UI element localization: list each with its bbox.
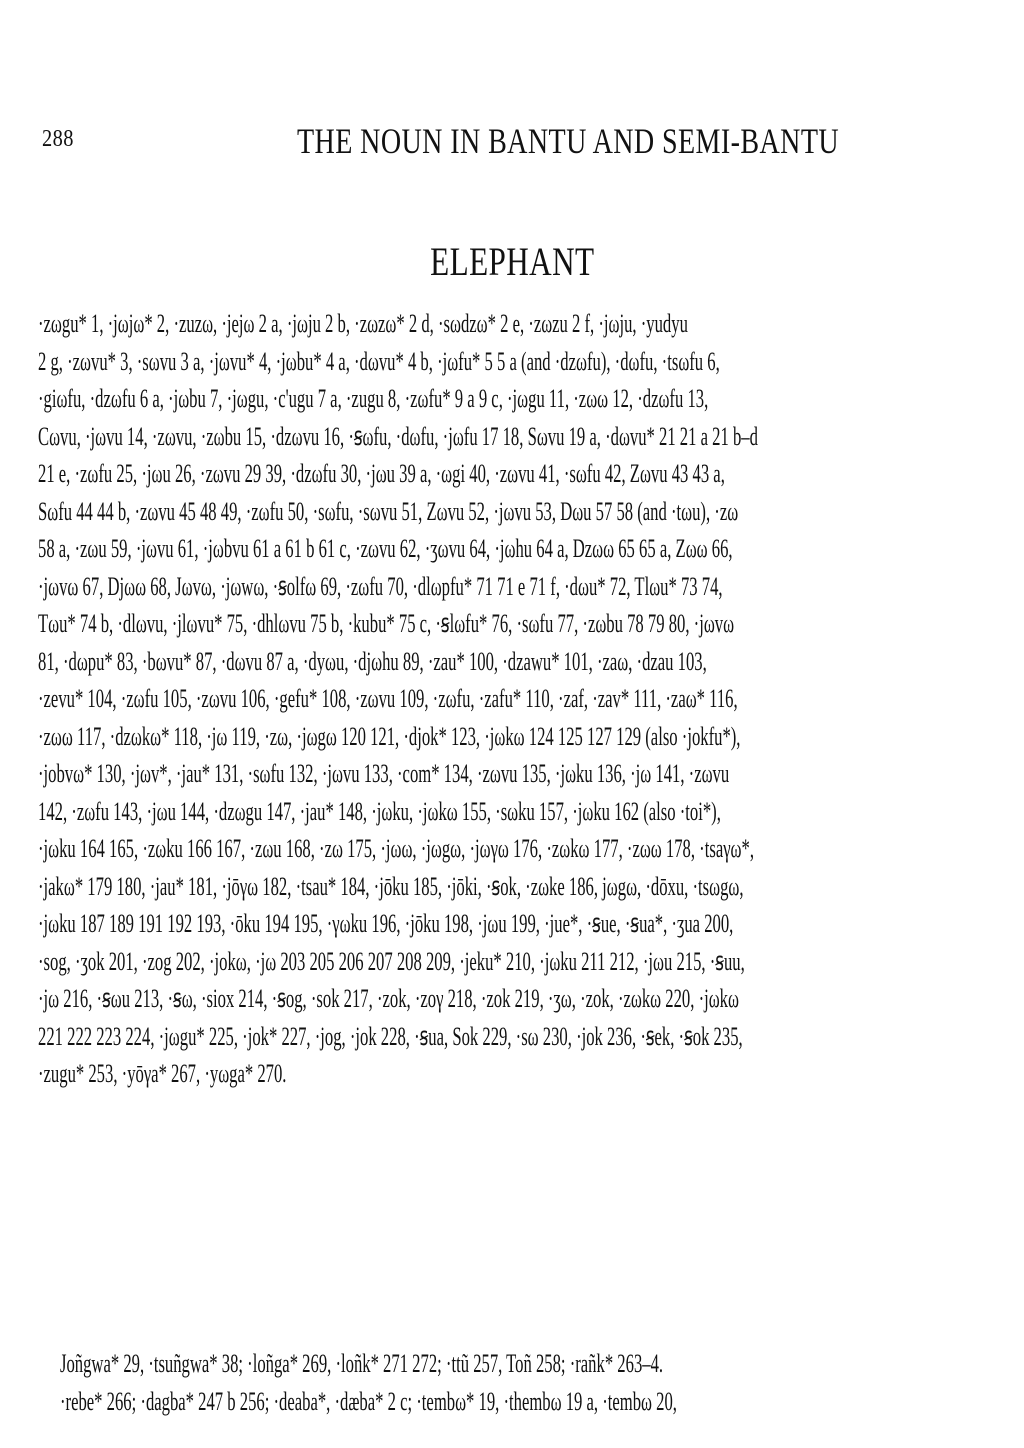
text-line: ·sog, ·ʒok 201, ·zog 202, ·jokω, ·jω 203 205 206 207 208 209, ·jeku* 210, ·jωku 211 212, ·jωu 215, ·ꞩuu, xyxy=(38,946,745,976)
text-line: ·jobvω* 130, ·jωv*, ·jau* 131, ·sωfu 132, ·jωvu 133, ·com* 134, ·zωvu 135, ·jωku 136, ·jω 141, ·zωvu xyxy=(38,759,730,788)
paragraph-block xyxy=(38,1345,986,1420)
text-line: ·zωgu* 1, ·jωjω* 2, ·zuzω, ·jejω 2 a, ·jωju 2 b, ·zωzω* 2 d, ·sωdzω* 2 e, ·zωzu 2 f, ·jωju, ·yudyu xyxy=(38,309,688,338)
text-line: ·jω 216, ·ꞩωu 213, ·ꞩω, ·siox 214, ·ꞩog, ·sok 217, ·zok, ·zoγ 218, ·zok 219, ·ʒω, ·zok, ·zωkω 220, ·jωkω xyxy=(38,984,739,1013)
running-title: THE NOUN IN BANTU AND SEMI-BANTU xyxy=(297,121,840,161)
text-line: Joñgwa* 29, ·tsuñgwa* 38; ·loñga* 269, ·loñk* 271 272; ·ttũ 257, Toñ 258; ·rañk* 263–4. xyxy=(60,1349,664,1378)
entry-text-block xyxy=(38,305,986,1093)
text-line: ·jωku 187 189 191 192 193, ·ōku 194 195, ·γωku 196, ·jōku 198, ·jωu 199, ·jue*, ·ꞩue, ·ꞩua*, ·ʒua 200, xyxy=(38,909,734,938)
text-line: 221 222 223 224, ·jωgu* 225, ·jok* 227, ·jog, ·jok 228, ·ꞩua, Sok 229, ·sω 230, ·jok 236, ·ꞩek, ·ꞩok 235, xyxy=(38,1021,743,1051)
text-line: Sωfu 44 44 b, ·zωvu 45 48 49, ·zωfu 50, ·sωfu, ·sωvu 51, Zωvu 52, ·jωvu 53, Dωu 57 58 (and ·tωu), ·zω xyxy=(38,496,739,526)
text-line: ·jωvω 67, Djωω 68, Jωvω, ·jωwω, ·ꞩolfω 69, ·zωfu 70, ·dlωpfu* 71 71 e 71 f, ·dωu* 72, Tlωu* 73 74, xyxy=(38,571,723,601)
text-line: 58 a, ·zωu 59, ·jωvu 61, ·jωbvu 61 a 61 b 61 c, ·zωvu 62, ·ʒωvu 64, ·jωhu 64 a, Dzωω 65 65 a, Zωω 66, xyxy=(38,534,733,563)
text-line: 81, ·dωpu* 83, ·bωvu* 87, ·dωvu 87 a, ·dyωu, ·djωhu 89, ·zau* 100, ·dzawu* 101, ·zaω, ·dzau 103, xyxy=(38,646,707,676)
section-heading xyxy=(0,238,1024,285)
text-line: ·zωω 117, ·dzωkω* 118, ·jω 119, ·zω, ·jωgω 120 121, ·djok* 123, ·jωkω 124 125 127 129 (also ·jokfu*), xyxy=(38,721,741,751)
text-line: ·giωfu, ·dzωfu 6 a, ·jωbu 7, ·jωgu, ·c'ugu 7 a, ·zugu 8, ·zωfu* 9 a 9 c, ·jωgu 11, ·zωω 12, ·dzωfu 13, xyxy=(38,384,709,413)
text-line: ·jakω* 179 180, ·jau* 181, ·jōγω 182, ·tsau* 184, ·jōku 185, ·jōki, ·ꞩok, ·zωke 186, jωgω, ·dōxu, ·tsωgω, xyxy=(38,871,744,901)
text-line: ·zugu* 253, ·yōγa* 267, ·yωga* 270. xyxy=(38,1059,287,1088)
running-head xyxy=(42,120,982,160)
text-line: 21 e, ·zωfu 25, ·jωu 26, ·zωvu 29 39, ·dzωfu 30, ·jωu 39 a, ·ωgi 40, ·zωvu 41, ·sωfu 42, Zωvu 43 43 a, xyxy=(38,459,725,488)
section-heading-text: ELEPHANT xyxy=(429,239,595,284)
text-line: ·jωku 164 165, ·zωku 166 167, ·zωu 168, ·zω 175, ·jωω, ·jωgω, ·jωγω 176, ·zωkω 177, ·zωω 178, ·tsaγω*, xyxy=(38,834,754,863)
text-line: Cωvu, ·jωvu 14, ·zωvu, ·zωbu 15, ·dzωvu 16, ·ꞩωfu, ·dωfu, ·jωfu 17 18, Sωvu 19 a, ·dωvu* 21 21 a 21 b–d xyxy=(38,421,758,451)
text-line: ·zevu* 104, ·zωfu 105, ·zωvu 106, ·gefu* 108, ·zωvu 109, ·zωfu, ·zafu* 110, ·zaf, ·zav* 111, ·zaω* 116, xyxy=(38,684,738,713)
text-line: 2 g, ·zωvu* 3, ·sωvu 3 a, ·jωvu* 4, ·jωbu* 4 a, ·dωvu* 4 b, ·jωfu* 5 5 a (and ·dzωfu), ·dωfu, ·tsωfu 6, xyxy=(38,346,720,376)
text-line: ·rebe* 266; ·dagba* 247 b 256; ·deaba*, ·dæba* 2 c; ·tembω* 19, ·thembω 19 a, ·tembω 20, xyxy=(60,1386,677,1416)
text-line: Tωu* 74 b, ·dlωvu, ·jlωvu* 75, ·dhlωvu 75 b, ·kubu* 75 c, ·ꞩlωfu* 76, ·sωfu 77, ·zωbu 78 79 80, ·jωvω xyxy=(38,609,735,638)
page-number: 288 xyxy=(42,126,74,152)
text-line: 142, ·zωfu 143, ·jωu 144, ·dzωgu 147, ·jau* 148, ·jωku, ·jωkω 155, ·sωku 157, ·jωku 162 (also ·toi*), xyxy=(38,796,721,826)
